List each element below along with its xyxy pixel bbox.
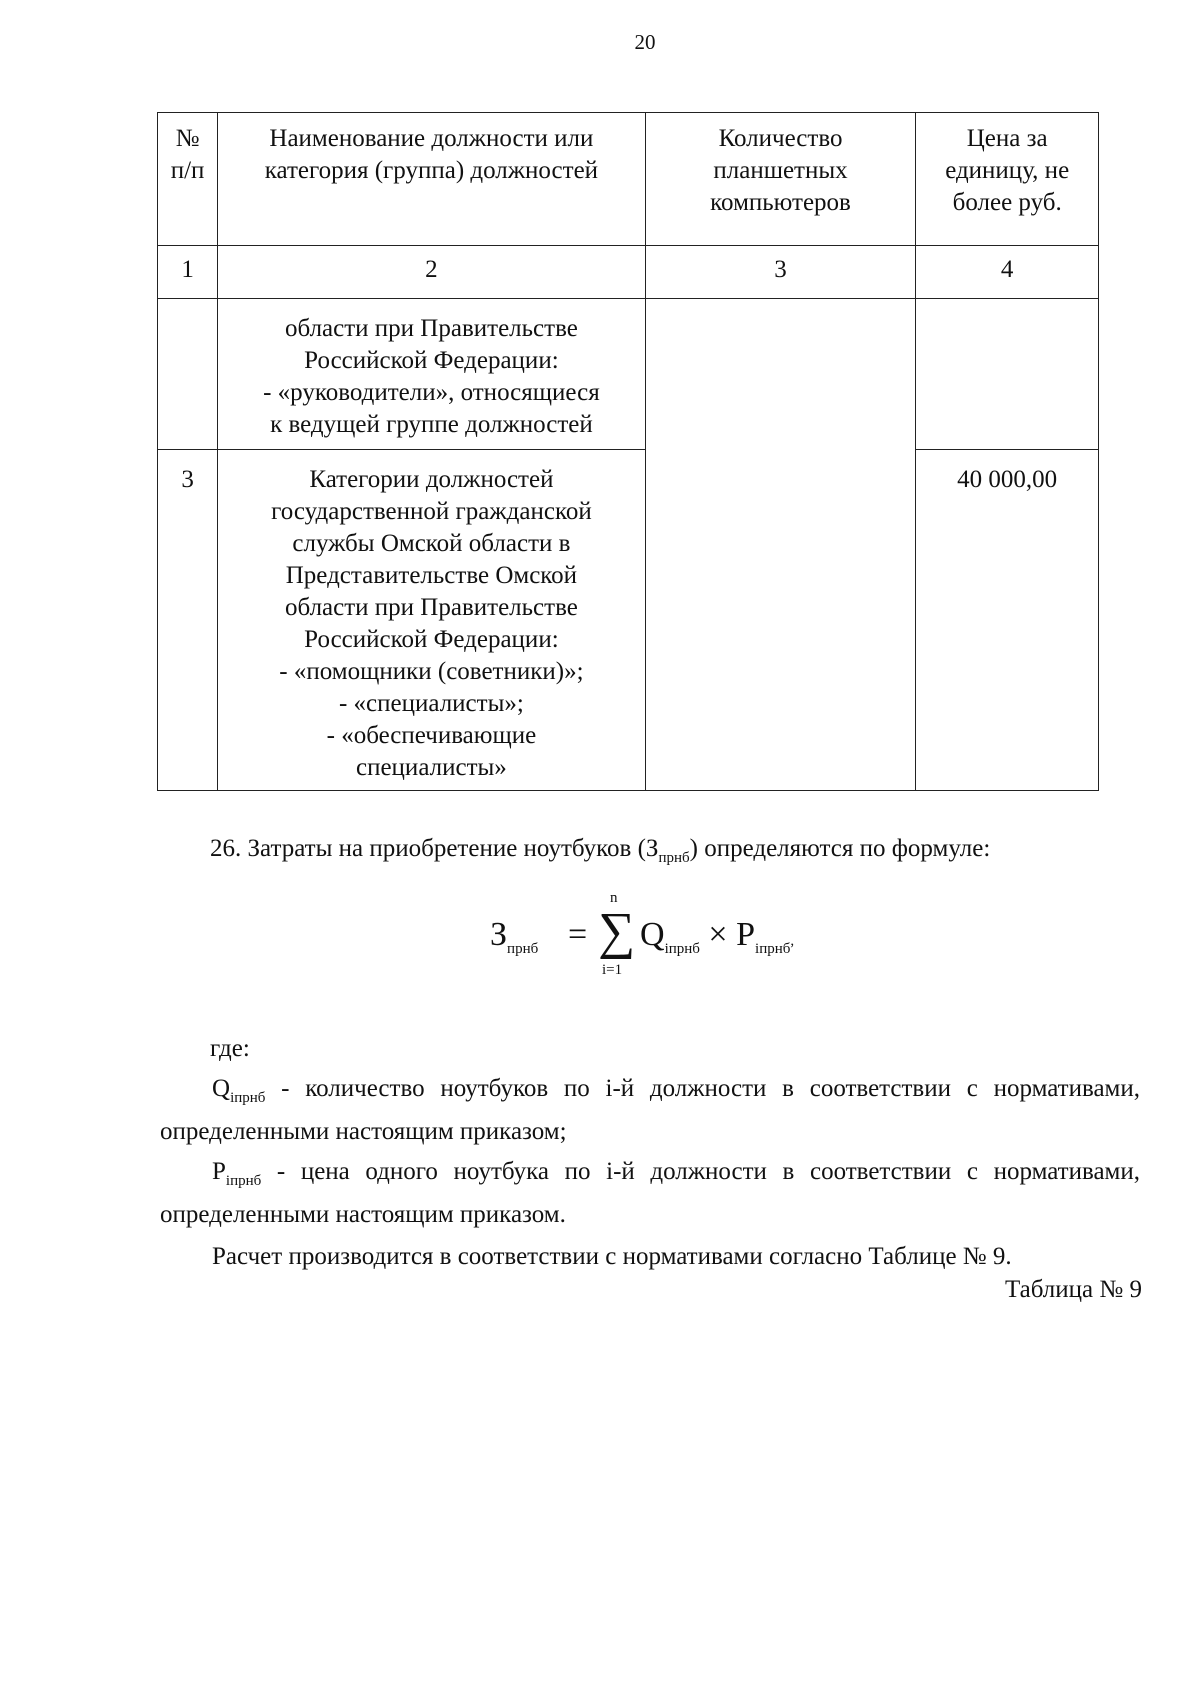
column-number: 1	[158, 246, 218, 299]
formula-equals: =	[568, 916, 588, 953]
position-name-cell: области при Правительстве Российской Федерации: - «руководители», относящиеся к ведущей группе должностей	[218, 299, 646, 450]
where-label: где:	[210, 1035, 250, 1062]
paragraph-26: 26. Затраты на приобретение ноутбуков $(З_{прнб})$ определяются по формуле:	[210, 835, 991, 866]
column-number: 4	[916, 246, 1099, 299]
q-definition: $Q_{iпрнб}$ - количество ноутбуков по i-й должности в соответствии с нормативами, определенными настоящим приказом;	[160, 1075, 1140, 1145]
table-row	[158, 450, 1099, 791]
positions-table	[157, 112, 1099, 791]
header-unit-price: Цена за единицу, не более руб.	[916, 113, 1099, 246]
page-number: 20	[634, 30, 656, 54]
unit-price-cell	[916, 299, 1099, 450]
tablet-count-cell	[645, 299, 916, 791]
column-number: 2	[218, 246, 646, 299]
laptop-cost-formula	[490, 890, 890, 990]
table-header-row	[158, 113, 1099, 246]
table-row	[158, 299, 1099, 450]
column-numbers-row	[158, 246, 1099, 299]
formula-lhs: $З_{прнб}$	[490, 916, 539, 957]
header-position-name: Наименование должности или категория (группа) должностей	[218, 113, 646, 246]
table-caption: Таблица № 9	[1004, 1276, 1142, 1303]
column-number: 3	[645, 246, 916, 299]
position-name-cell: Категории должностей государственной гражданской службы Омской области в Представительстве Омской области при Правительстве Российской Федерации: - «помощники (советники)»; - «специалисты»; - «обеспечивающие специалисты»	[218, 450, 646, 791]
p-definition: $P_{iпрнб}$ - цена одного ноутбука по i-й должности в соответствии с нормативами, определенными настоящим приказом.	[160, 1158, 1140, 1228]
header-tablet-count: Количество планшетных компьютеров	[645, 113, 916, 246]
sum-lower-limit: i=1	[602, 962, 623, 978]
formula-rhs: $Q_{iпрнб} \times P_{iпрнб}$,	[640, 916, 795, 957]
row-number: 3	[158, 450, 218, 791]
unit-price-cell	[916, 450, 1099, 791]
sum-upper-limit: n	[610, 890, 618, 906]
header-number: № п/п	[158, 113, 218, 246]
sum-sigma: ∑	[598, 903, 636, 960]
calculation-note: Расчет производится в соответствии с нормативами согласно Таблице № 9.	[212, 1243, 1012, 1270]
price-value: 40 000,00	[957, 466, 1058, 493]
row-number	[158, 299, 218, 450]
